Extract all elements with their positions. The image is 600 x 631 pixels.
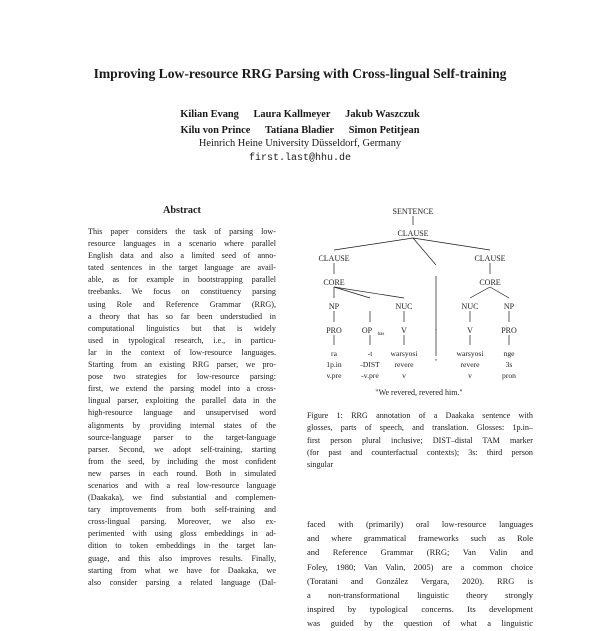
abstract-line: Starting from an existing RRG parser, we pro-	[88, 360, 276, 370]
node-clause: CLAUSE	[474, 254, 506, 263]
author-name: Simon Petitjean	[348, 124, 420, 136]
intro-text	[307, 517, 533, 631]
abstract-line: English data and also a limited seed of anno-	[88, 251, 276, 261]
abstract-line: This paper considers the task of parsing low-	[88, 227, 276, 236]
abstract-line: computational linguistics but that is widely	[88, 323, 276, 333]
body-line: was guided by the question of what a linguistic	[307, 618, 533, 629]
abstract-line: high-resource language and unsupervised word	[88, 408, 276, 418]
body-line: a non-transformational linguistic theory strongly	[307, 590, 533, 601]
author-name: Kilu von Prince	[180, 124, 251, 136]
body-line: faced with (primarily) oral low-resource languages	[307, 519, 533, 529]
gloss-token: revere	[460, 360, 480, 369]
abstract-line: lar in the context of low-resource languages.	[88, 347, 276, 357]
rrg-tree-figure	[306, 200, 532, 405]
abstract-line: starting from what we have for Daakaka, we	[88, 565, 276, 575]
abstract-line: new parses in each round. Both in simulated	[88, 468, 276, 478]
pos-token: pron	[502, 371, 516, 380]
author-row-2	[0, 123, 600, 139]
body-line: inspired by typological concerns. Its development	[307, 604, 533, 615]
node-nuc: NUC	[461, 302, 479, 311]
abstract-line: able, as for example in bootstrapping parallel	[88, 275, 276, 285]
affiliation: Heinrich Heine University Düsseldorf, Germany	[198, 138, 402, 149]
body-line: and Reference Grammar (RRG; Van Valin and	[307, 547, 533, 558]
gloss-token: 3s	[505, 360, 513, 369]
pos-token: v	[468, 371, 472, 380]
node-punct: .	[435, 323, 437, 332]
abstract-line: alignments by providing internal states of the	[88, 420, 276, 430]
abstract-line: tated sentences in the target language are avail-	[88, 263, 276, 273]
pos-token: -v.pre	[361, 371, 379, 380]
abstract-line: source-language parser to the target-language	[88, 432, 276, 442]
caption-line: singular	[307, 460, 334, 470]
author-row-1	[0, 107, 600, 123]
node-punct: ,	[435, 353, 437, 362]
abstract-line: (Daakaka), we find substantial and complemen-	[88, 493, 276, 503]
abstract-line: from the seed, by including the most confident	[88, 456, 276, 466]
abstract-line: parser. Second, we adopt self-training, starting	[88, 444, 276, 454]
author-list	[0, 107, 600, 138]
node-np: NP	[503, 302, 515, 311]
abstract-line: first, we extend the parsing model into a cross-	[88, 384, 276, 394]
caption-line: glosses, parts of speech, and translation. Glosses: 1p.in–	[307, 423, 533, 433]
caption-line: (for past and counterfactual contexts); 3s: third person	[307, 447, 533, 457]
translation: "We revered, revered him."	[375, 388, 463, 397]
word-token: warsyosi	[456, 349, 484, 358]
abstract-heading: Abstract	[163, 205, 201, 216]
gloss-token: revere	[394, 360, 414, 369]
abstract-body	[88, 226, 276, 589]
gloss-token: 1p.in	[326, 360, 342, 369]
pos-token: v.pre	[326, 371, 342, 380]
author-name: Kilian Evang	[180, 109, 239, 120]
abstract-line: resource languages in a scenario where parallel	[88, 239, 276, 249]
body-line: and where grammatical frameworks such as Role	[307, 533, 533, 544]
word-token: ra	[331, 349, 337, 358]
author-email: first.last@hhu.de	[248, 153, 352, 164]
abstract-line: also consider parsing a related language (Dal-	[88, 577, 276, 587]
node-op-subscript: bas	[377, 332, 385, 337]
node-np: NP	[328, 302, 340, 311]
node-core: CORE	[479, 278, 501, 287]
node-pro: PRO	[326, 326, 342, 335]
author-name: Jakub Waszczuk	[345, 109, 420, 120]
abstract-line: dition to token embeddings in the target lan-	[88, 541, 276, 551]
abstract-line: pose two strategies for low-resource parsing:	[88, 372, 276, 382]
figure-caption	[307, 410, 533, 471]
node-sentence: SENTENCE	[392, 207, 434, 216]
abstract-line: a theory that has so far been understudied in	[88, 311, 276, 321]
node-clause: CLAUSE	[397, 229, 429, 238]
body-line: Foley, 1980; Van Valin, 2005) are a common choice	[307, 561, 533, 572]
abstract-line: cross-lingual parsing. Moreover, we also ex-	[88, 517, 276, 527]
node-core: CORE	[323, 278, 345, 287]
word-token: -t	[367, 349, 373, 358]
word-token: warsyosi	[390, 349, 418, 358]
paper-title: Improving Low-resource RRG Parsing with Cross-lingual Self-training	[93, 66, 507, 81]
abstract-line: tary improvements from both self-training and	[88, 505, 276, 515]
abstract-line: lingual parser, exploiting the parallel data in the	[88, 396, 276, 406]
author-name: Laura Kallmeyer	[253, 109, 331, 120]
abstract-line: using Role and Reference Grammar (RRG),	[88, 299, 276, 309]
abstract-line: treebanks. We focus on constituency parsing	[88, 287, 276, 297]
author-name: Tatiana Bladier	[264, 124, 335, 136]
word-token: nge	[503, 349, 515, 358]
abstract-line: used in typological research, i.e., in particu-	[88, 335, 276, 345]
gloss-token: -DIST	[360, 360, 380, 369]
node-nuc: NUC	[395, 302, 413, 311]
caption-line: Figure 1: RRG annotation of a Daakaka sentence with	[307, 411, 533, 420]
node-op: OP	[361, 326, 373, 335]
abstract-line: guage, and this also improves results. Finally,	[88, 553, 276, 563]
node-v: V	[401, 326, 407, 335]
body-line: (Toratani and González Vergara, 2020). RRG is	[307, 575, 533, 586]
pos-token: v	[402, 371, 406, 380]
node-v: V	[467, 326, 473, 335]
abstract-line: perimented with using gloss embeddings in ad-	[88, 529, 276, 539]
caption-line: first person plural inclusive; DIST–distal TAM marker	[307, 435, 533, 445]
node-clause: CLAUSE	[318, 254, 350, 263]
abstract-line: scenarios and with a real low-resource language	[88, 480, 276, 490]
node-pro: PRO	[501, 326, 517, 335]
